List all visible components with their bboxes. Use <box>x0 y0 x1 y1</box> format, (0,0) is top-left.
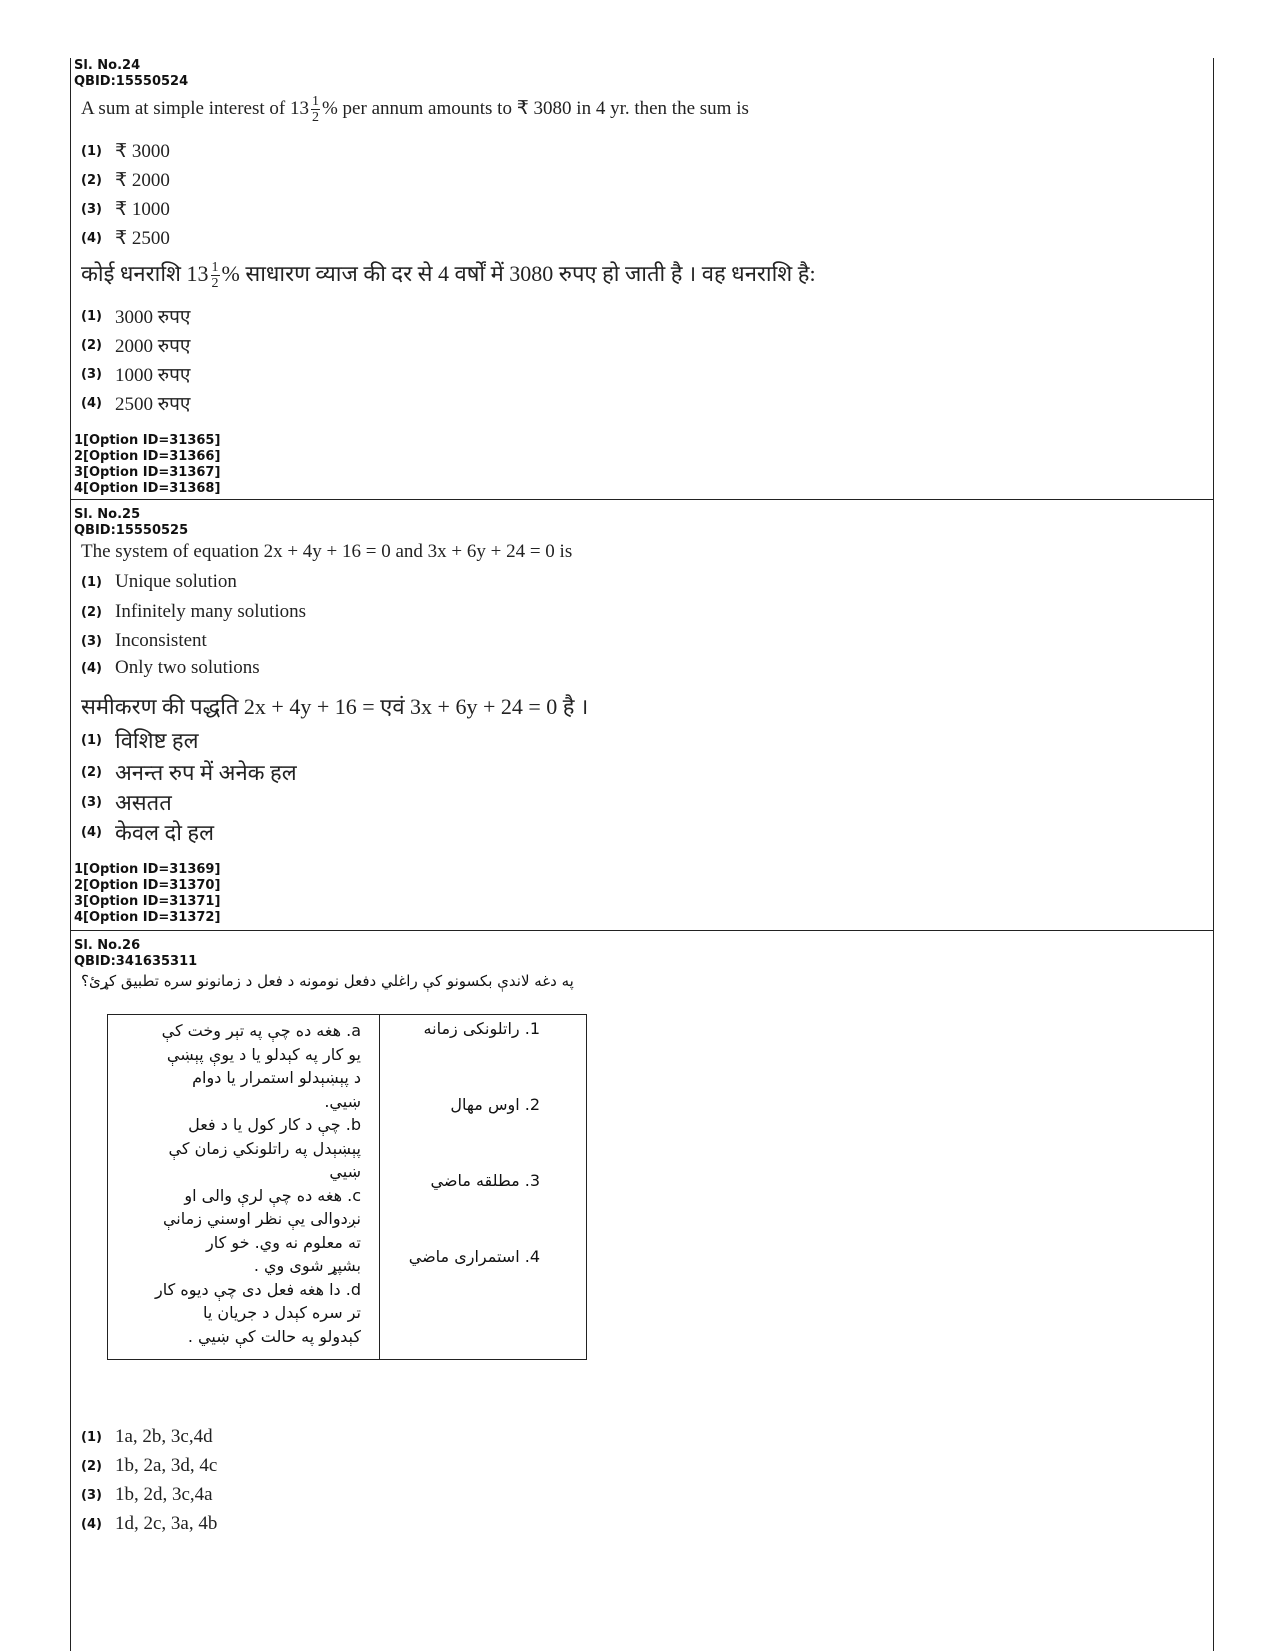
option-1-hindi: (1) विशिष्ट हल <box>81 728 199 753</box>
question-frame <box>70 58 1214 1651</box>
definition-line: پېښېدل په راتلونکي زمان کې <box>168 1138 361 1158</box>
qbid: QBID:15550525 <box>74 523 189 538</box>
fraction: $\frac{1}{2}$ <box>311 94 319 125</box>
definition-line: ته معلوم نه وي. خو کار <box>206 1232 361 1252</box>
match-table <box>107 1014 587 1360</box>
option-4-hindi: (4) केवल दो हल <box>81 820 215 845</box>
question-text-pashto: په دغه لاندې بکسونو کې راغلي دفعل نومونه د فعل د زمانونو سره تطبیق کړئ؟ <box>81 972 574 990</box>
tense-item: 2. اوس مهال <box>450 1095 540 1114</box>
definition-line: تر سره کېدل د جریان یا <box>202 1303 361 1322</box>
option-ids: 1[Option ID=31369] 2[Option ID=31370] 3[Option ID=31371] 4[Option ID=31372] <box>74 862 221 925</box>
definition-line: نږدوالی یې نظر اوسني زمانې <box>162 1209 361 1228</box>
option-ids: 1[Option ID=31365] 2[Option ID=31366] 3[Option ID=31367] 4[Option ID=31368] <box>74 433 221 496</box>
option-1: (1) Unique solution <box>81 571 237 592</box>
option-3-hindi: (3) असतत <box>81 790 172 815</box>
option-2: (2) Infinitely many solutions <box>81 601 307 622</box>
question-25 <box>71 501 1213 931</box>
option-3: (3) ₹ 1000 <box>81 199 170 220</box>
definition-line: کېدولو په حالت کې ښيي . <box>187 1326 361 1346</box>
question-text-hindi: समीकरण की पद्धति 2x + 4y + 16 = एवं 3x + 6y + 24 = 0 है । <box>81 694 589 719</box>
tense-item: 3. مطلقه ماضي <box>430 1171 540 1190</box>
option-1: (1) 1a, 2b, 3c,4d <box>81 1426 213 1447</box>
definition-line: بشپړ شوی وي . <box>253 1256 361 1275</box>
question-26 <box>71 932 1213 1651</box>
option-3-hindi: (3) 1000 रुपए <box>81 365 191 386</box>
option-2-hindi: (2) अनन्त रुप में अनेक हल <box>81 760 297 785</box>
option-2: (2) 1b, 2a, 3d, 4c <box>81 1455 218 1476</box>
question-text-english: A sum at simple interest of 13 $\frac{1}{2}$ % per annum amounts to ₹ 3080 in 4 yr. then the sum is <box>81 94 749 125</box>
definition-line: د پېښېدلو استمرار یا دوام <box>192 1068 361 1087</box>
option-4-hindi: (4) 2500 रुपए <box>81 394 191 415</box>
question-24 <box>71 58 1213 500</box>
fraction: $\frac{1}{2}$ <box>211 260 219 292</box>
option-1-hindi: (1) 3000 रुपए <box>81 307 191 328</box>
serial-number: Sl. No.26 <box>74 938 141 953</box>
option-2: (2) ₹ 2000 <box>81 170 170 191</box>
definition-line: ښيي <box>329 1162 361 1181</box>
definition-line: یو کار په کېدلو یا د یوې پېښې <box>166 1044 361 1064</box>
tense-item: 1. راتلونکی زمانه <box>423 1019 540 1038</box>
serial-number: Sl. No.24 <box>74 58 141 73</box>
option-4: (4) 1d, 2c, 3a, 4b <box>81 1513 218 1534</box>
serial-number: Sl. No.25 <box>74 507 141 522</box>
tense-column <box>380 1015 586 1359</box>
tense-item: 4. استمراری ماضي <box>408 1247 540 1266</box>
qbid: QBID:15550524 <box>74 74 189 89</box>
qbid: QBID:341635311 <box>74 954 198 969</box>
option-3: (3) Inconsistent <box>81 630 207 651</box>
definitions-column <box>108 1015 380 1359</box>
option-4: (4) ₹ 2500 <box>81 228 170 249</box>
option-1: (1) ₹ 3000 <box>81 141 170 162</box>
definition-line: ښيي. <box>324 1091 361 1111</box>
question-text-english: The system of equation 2x + 4y + 16 = 0 and 3x + 6y + 24 = 0 is <box>81 541 573 562</box>
definition-line: a. هغه ده چې په تېر وخت کې <box>161 1021 361 1040</box>
option-3: (3) 1b, 2d, 3c,4a <box>81 1484 213 1505</box>
question-text-hindi: कोई धनराशि 13 $\frac{1}{2}$ % साधारण व्याज की दर से 4 वर्षों में 3080 रुपए हो जाती है । वह धनराशि है: <box>81 260 816 292</box>
definition-line: d. دا هغه فعل دی چې دیوه کار <box>155 1279 361 1299</box>
definition-line: b. چې د کار کول یا د فعل <box>188 1115 361 1134</box>
definition-line: c. هغه ده چې لرې والی او <box>184 1185 361 1205</box>
option-2-hindi: (2) 2000 रुपए <box>81 336 191 357</box>
option-4: (4) Only two solutions <box>81 657 260 678</box>
